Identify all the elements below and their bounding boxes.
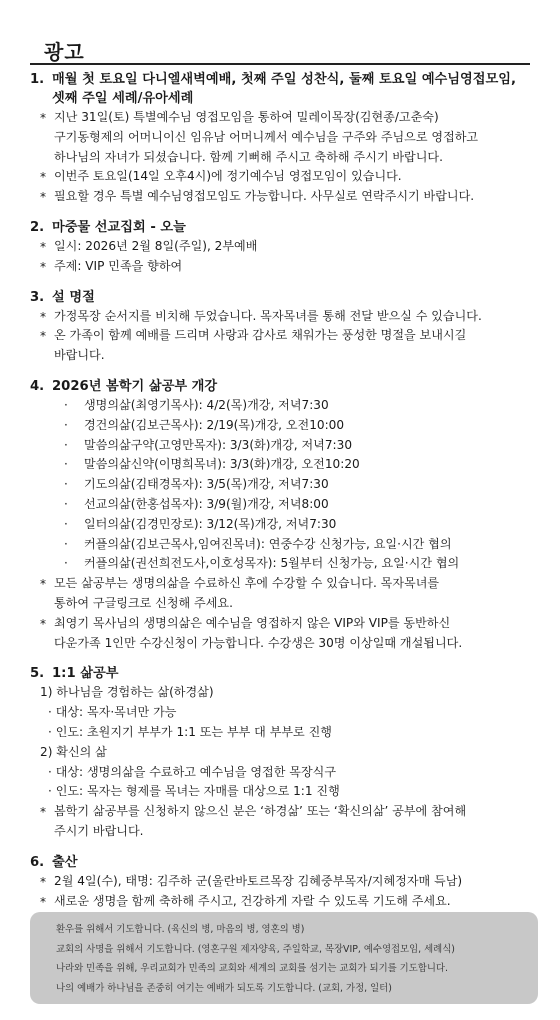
announcement-line: 구기동형제의 어머니이신 임유남 어머니께서 예수님을 구주와 주님으로 영접하고 (54, 129, 479, 144)
section-title-text: 2026년 봄학기 삶공부 개강 (52, 378, 218, 394)
announcement-line: * 온 가족이 함께 예배를 드리며 사랑과 감사로 채워가는 풍성한 명절을 보내시길 (30, 326, 538, 346)
course-item: · 말씀의삶구약(고영만목자): 3/3(화)개강, 저녁7:30 (30, 436, 538, 456)
announcement-line: * 2월 4일(수), 태명: 김주하 군(울란바토르목장 김혜중부목자/지혜정자매 득남) (30, 872, 538, 892)
course-item: · 커플의삶(권선희전도사,이호성목자): 5월부터 신청가능, 요일·시간 협의 (30, 554, 538, 574)
section-number: 4. (30, 378, 45, 394)
announcement-line: 주시기 바랍니다. (54, 823, 144, 838)
announcement-line: * 일시: 2026년 2월 8일(주일), 2부예배 (30, 237, 538, 257)
prayer-box (30, 912, 538, 1004)
announcement-line: · 인도: 초원지기 부부가 1:1 또는 부부 대 부부로 진행 (48, 724, 332, 739)
announcement-section (30, 288, 538, 366)
section-title (30, 377, 538, 396)
announcement-line: * 가정목장 순서지를 비치해 두었습니다. 목자목녀를 통해 전달 받으실 수 있습니다. (30, 307, 538, 327)
announcement-sections (30, 70, 538, 922)
section-title-text: 출산 (52, 854, 78, 870)
announcement-line: * 모든 삶공부는 생명의삶을 수료하신 후에 수강할 수 있습니다. 목자목녀를 (30, 574, 538, 594)
announcement-line: · 대상: 생명의삶을 수료하고 예수님을 영접한 목장식구 (48, 764, 337, 779)
course-item: · 생명의삶(최영기목사): 4/2(목)개강, 저녁7:30 (30, 396, 538, 416)
course-item: · 선교의삶(한홍섭목자): 3/9(월)개강, 저녁8:00 (30, 495, 538, 515)
announcement-line: * 봄학기 삶공부를 신청하지 않으신 분은 ‘하경삶’ 또는 ‘확신의삶’ 공부에 참여해 (30, 802, 538, 822)
section-title (30, 218, 538, 237)
course-item: · 기도의삶(김태경목자): 3/5(목)개강, 저녁7:30 (30, 475, 538, 495)
announcement-section (30, 218, 538, 277)
announcement-section (30, 853, 538, 912)
announcement-section (30, 377, 538, 653)
announcement-line: * 새로운 생명을 함께 축하해 주시고, 건강하게 자랄 수 있도록 기도해 주세요. (30, 892, 538, 912)
course-item: · 일터의삶(김경민장로): 3/12(목)개강, 저녁7:30 (30, 515, 538, 535)
announcement-line: 바랍니다. (54, 348, 105, 363)
prayer-line: 교회의 사명을 위해서 기도합니다. (영혼구원 제자양육, 주일학교, 목장VIP, 예수영접모임, 세례식) (56, 943, 455, 955)
announcement-line: * 주제: VIP 민족을 향하여 (30, 257, 538, 277)
prayer-line: 나라와 민족을 위해, 우리교회가 민족의 교회와 세계의 교회를 섬기는 교회가 되기를 기도합니다. (56, 963, 448, 975)
prayer-line: 나의 예배가 하나님을 존중히 여기는 예배가 되도록 기도합니다. (교회, 가정, 일터) (56, 982, 392, 994)
announcement-line: 2) 확신의 삶 (40, 744, 107, 759)
section-title (30, 664, 538, 683)
section-title (30, 89, 538, 108)
announcement-line: 통하여 구글링크로 신청해 주세요. (54, 595, 233, 610)
announcement-section (30, 664, 538, 841)
announcement-line: * 필요할 경우 특별 예수님영접모임도 가능합니다. 사무실로 연락주시기 바랍니다. (30, 187, 538, 207)
section-title-text: 1:1 삶공부 (52, 666, 119, 682)
course-item: · 커플의삶(김보근목사,임여진목녀): 연중수강 신청가능, 요일·시간 협의 (30, 535, 538, 555)
announcement-line: · 인도: 목자는 형제를 목녀는 자매를 대상으로 1:1 진행 (48, 784, 340, 799)
announcement-line: 1) 하나님을 경험하는 삶(하경삶) (40, 685, 214, 700)
prayer-line: 환우를 위해서 기도합니다. (육신의 병, 마음의 병, 영혼의 병) (56, 924, 305, 935)
announcement-line: · 대상: 목자·목녀만 가능 (48, 705, 177, 720)
announcement-line: * 최영기 목사님의 생명의삶은 예수님을 영접하지 않은 VIP와 VIP를 동반하신 (30, 614, 538, 634)
section-title-text: 셋째 주일 세례/유아세례 (52, 91, 194, 106)
title-divider (30, 63, 530, 65)
section-number: 2. (30, 219, 45, 235)
announcement-line: * 지난 31일(토) 특별예수님 영접모임을 통하여 밀레이목장(김현종/고춘숙) (30, 108, 538, 128)
section-title (30, 288, 538, 307)
section-title-text: 설 명절 (52, 289, 95, 305)
page-title: 광고 (44, 40, 85, 64)
announcement-line: 하나님의 자녀가 되셨습니다. 함께 기뻐해 주시고 축하해 주시기 바랍니다. (54, 149, 443, 164)
course-item: · 경건의삶(김보근목사): 2/19(목)개강, 오전10:00 (30, 416, 538, 436)
section-number: 6. (30, 854, 45, 870)
course-item: · 말씀의삶신약(이명희목녀): 3/3(화)개강, 오전10:20 (30, 455, 538, 475)
announcement-line: * 이번주 토요일(14일 오후4시)에 정기예수님 영접모임이 있습니다. (30, 167, 538, 187)
section-title (30, 853, 538, 872)
section-number: 5. (30, 666, 45, 682)
announcement-section (30, 70, 538, 207)
section-number: 1. (30, 72, 45, 87)
section-title-text: 매월 첫 토요일 다니엘새벽예배, 첫째 주일 성찬식, 둘째 토요일 예수님영접모임, (52, 72, 516, 87)
section-title-text: 마중물 선교집회 - 오늘 (52, 219, 186, 235)
section-title (30, 70, 538, 89)
section-number: 3. (30, 289, 45, 305)
announcement-line: 다운가족 1인만 수강신청이 가능합니다. 수강생은 30명 이상일때 개설됩니다. (54, 635, 463, 650)
